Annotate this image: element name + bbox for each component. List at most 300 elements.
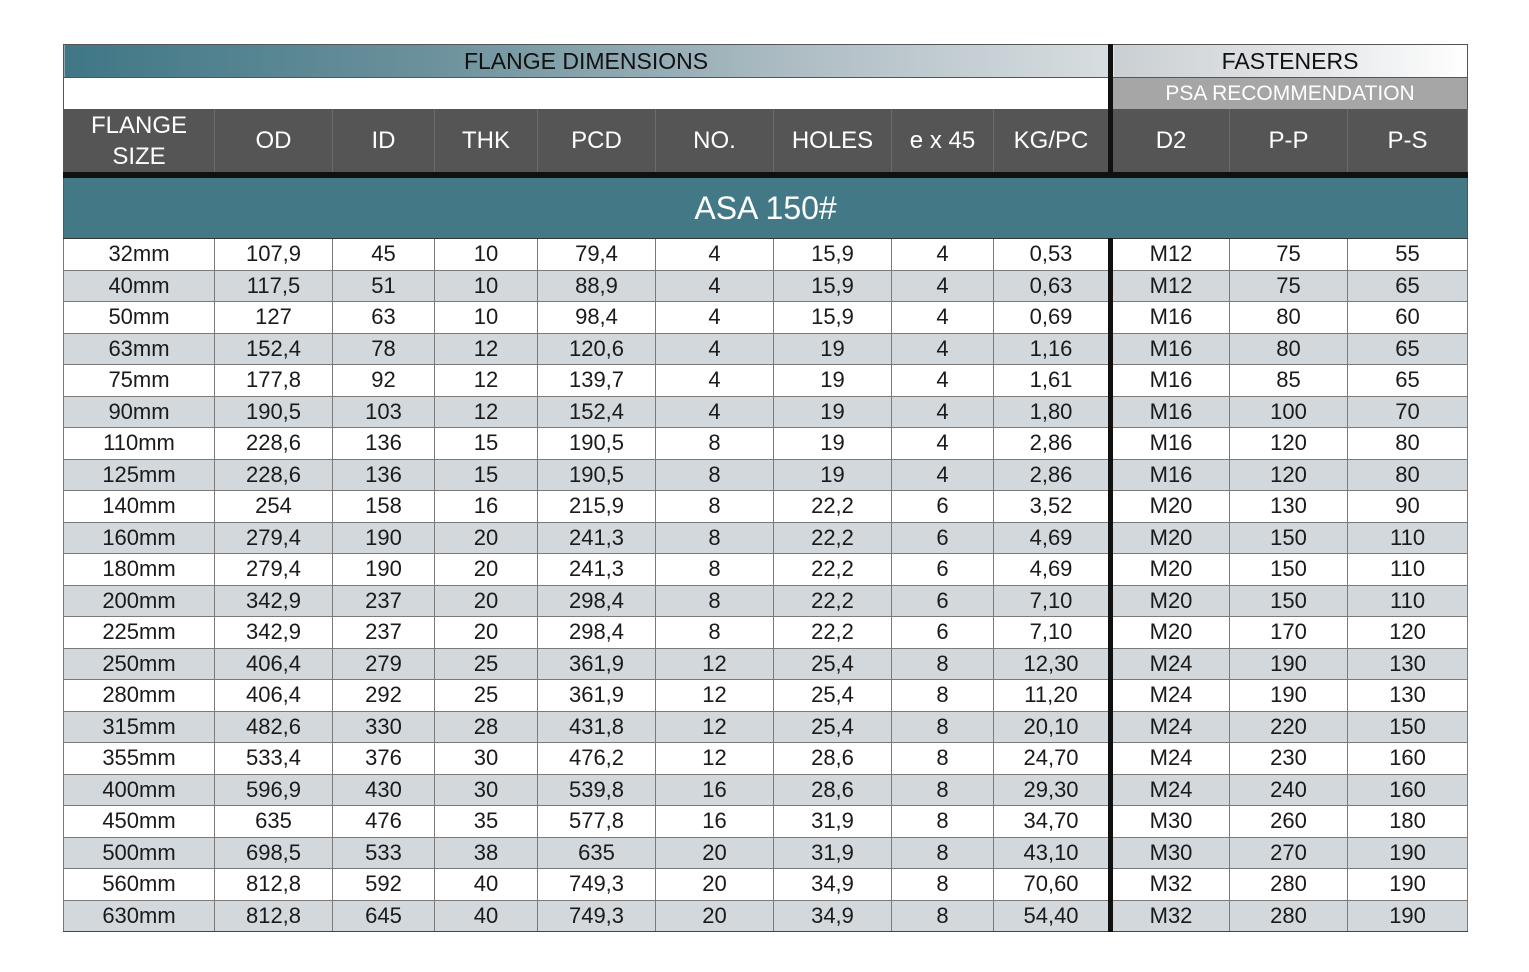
cell-d2: M12 — [1111, 270, 1230, 302]
cell-p-p: 230 — [1230, 743, 1348, 775]
cell-thk: 40 — [435, 869, 538, 901]
cell-holes: 22,2 — [774, 617, 892, 649]
cell-chamfer: 8 — [892, 774, 994, 806]
cell-flange-size: 355mm — [64, 743, 215, 775]
cell-d2: M20 — [1111, 491, 1230, 523]
col-header-d2: D2 — [1111, 109, 1230, 175]
col-header-chamfer: e x 45 — [892, 109, 994, 175]
cell-flange-size: 560mm — [64, 869, 215, 901]
cell-od: 406,4 — [215, 680, 333, 712]
cell-id: 78 — [333, 333, 435, 365]
cell-flange-size: 90mm — [64, 396, 215, 428]
cell-p-s: 70 — [1348, 396, 1468, 428]
cell-id: 476 — [333, 806, 435, 838]
cell-p-s: 65 — [1348, 333, 1468, 365]
table-row — [64, 900, 1468, 932]
cell-od: 342,9 — [215, 617, 333, 649]
cell-od: 279,4 — [215, 522, 333, 554]
cell-kg-per-pc: 34,70 — [994, 806, 1111, 838]
cell-p-p: 130 — [1230, 491, 1348, 523]
cell-no: 4 — [656, 396, 774, 428]
cell-id: 533 — [333, 837, 435, 869]
cell-p-p: 240 — [1230, 774, 1348, 806]
cell-holes: 25,4 — [774, 711, 892, 743]
cell-holes: 28,6 — [774, 774, 892, 806]
cell-d2: M20 — [1111, 554, 1230, 586]
cell-no: 8 — [656, 428, 774, 460]
cell-chamfer: 8 — [892, 806, 994, 838]
cell-no: 4 — [656, 270, 774, 302]
cell-d2: M20 — [1111, 617, 1230, 649]
cell-chamfer: 6 — [892, 522, 994, 554]
cell-p-s: 55 — [1348, 239, 1468, 271]
cell-pcd: 120,6 — [538, 333, 656, 365]
cell-flange-size: 110mm — [64, 428, 215, 460]
cell-od: 406,4 — [215, 648, 333, 680]
cell-flange-size: 125mm — [64, 459, 215, 491]
cell-id: 92 — [333, 365, 435, 397]
cell-d2: M24 — [1111, 680, 1230, 712]
cell-chamfer: 8 — [892, 837, 994, 869]
cell-flange-size: 75mm — [64, 365, 215, 397]
table-row — [64, 239, 1468, 271]
cell-p-p: 120 — [1230, 459, 1348, 491]
cell-no: 12 — [656, 680, 774, 712]
cell-p-p: 150 — [1230, 585, 1348, 617]
cell-od: 342,9 — [215, 585, 333, 617]
cell-kg-per-pc: 3,52 — [994, 491, 1111, 523]
cell-thk: 40 — [435, 900, 538, 932]
cell-holes: 31,9 — [774, 837, 892, 869]
cell-d2: M12 — [1111, 239, 1230, 271]
cell-holes: 34,9 — [774, 869, 892, 901]
cell-id: 237 — [333, 585, 435, 617]
cell-thk: 10 — [435, 239, 538, 271]
cell-thk: 25 — [435, 648, 538, 680]
cell-chamfer: 4 — [892, 459, 994, 491]
cell-p-p: 80 — [1230, 333, 1348, 365]
cell-chamfer: 8 — [892, 648, 994, 680]
cell-p-p: 150 — [1230, 554, 1348, 586]
cell-p-p: 150 — [1230, 522, 1348, 554]
psa-blank-cell — [64, 78, 1111, 110]
cell-thk: 12 — [435, 333, 538, 365]
cell-chamfer: 8 — [892, 900, 994, 932]
cell-holes: 22,2 — [774, 554, 892, 586]
cell-id: 376 — [333, 743, 435, 775]
cell-holes: 28,6 — [774, 743, 892, 775]
cell-chamfer: 4 — [892, 396, 994, 428]
cell-holes: 19 — [774, 396, 892, 428]
cell-pcd: 215,9 — [538, 491, 656, 523]
cell-p-s: 130 — [1348, 680, 1468, 712]
cell-d2: M24 — [1111, 711, 1230, 743]
cell-holes: 15,9 — [774, 270, 892, 302]
cell-holes: 19 — [774, 365, 892, 397]
col-header-p-p: P-P — [1230, 109, 1348, 175]
cell-chamfer: 8 — [892, 711, 994, 743]
cell-flange-size: 400mm — [64, 774, 215, 806]
cell-kg-per-pc: 2,86 — [994, 428, 1111, 460]
cell-flange-size: 500mm — [64, 837, 215, 869]
cell-p-s: 110 — [1348, 522, 1468, 554]
cell-thk: 10 — [435, 302, 538, 334]
cell-p-p: 190 — [1230, 680, 1348, 712]
cell-holes: 25,4 — [774, 648, 892, 680]
cell-holes: 19 — [774, 428, 892, 460]
table-row — [64, 648, 1468, 680]
table-row — [64, 522, 1468, 554]
cell-no: 20 — [656, 900, 774, 932]
col-header-p-s: P-S — [1348, 109, 1468, 175]
table-row — [64, 617, 1468, 649]
cell-pcd: 577,8 — [538, 806, 656, 838]
cell-kg-per-pc: 0,63 — [994, 270, 1111, 302]
table-row — [64, 711, 1468, 743]
table-row — [64, 270, 1468, 302]
cell-od: 812,8 — [215, 900, 333, 932]
cell-pcd: 431,8 — [538, 711, 656, 743]
cell-flange-size: 450mm — [64, 806, 215, 838]
cell-no: 12 — [656, 711, 774, 743]
cell-id: 190 — [333, 554, 435, 586]
cell-od: 127 — [215, 302, 333, 334]
cell-p-s: 150 — [1348, 711, 1468, 743]
cell-holes: 15,9 — [774, 302, 892, 334]
cell-flange-size: 280mm — [64, 680, 215, 712]
cell-od: 107,9 — [215, 239, 333, 271]
cell-p-s: 110 — [1348, 585, 1468, 617]
table-row — [64, 459, 1468, 491]
cell-p-p: 170 — [1230, 617, 1348, 649]
table-row — [64, 743, 1468, 775]
cell-chamfer: 4 — [892, 270, 994, 302]
cell-p-s: 190 — [1348, 869, 1468, 901]
cell-pcd: 152,4 — [538, 396, 656, 428]
cell-p-s: 65 — [1348, 365, 1468, 397]
psa-row — [64, 78, 1468, 110]
table-body — [64, 239, 1468, 932]
cell-thk: 35 — [435, 806, 538, 838]
cell-kg-per-pc: 4,69 — [994, 554, 1111, 586]
cell-kg-per-pc: 7,10 — [994, 585, 1111, 617]
cell-no: 12 — [656, 743, 774, 775]
col-header-od: OD — [215, 109, 333, 175]
cell-no: 8 — [656, 617, 774, 649]
cell-pcd: 749,3 — [538, 900, 656, 932]
cell-thk: 30 — [435, 774, 538, 806]
cell-no: 8 — [656, 459, 774, 491]
cell-no: 20 — [656, 869, 774, 901]
cell-no: 4 — [656, 239, 774, 271]
table-row — [64, 302, 1468, 334]
cell-p-s: 160 — [1348, 774, 1468, 806]
cell-flange-size: 225mm — [64, 617, 215, 649]
cell-od: 152,4 — [215, 333, 333, 365]
cell-p-s: 90 — [1348, 491, 1468, 523]
cell-chamfer: 8 — [892, 680, 994, 712]
cell-pcd: 476,2 — [538, 743, 656, 775]
cell-id: 103 — [333, 396, 435, 428]
cell-chamfer: 4 — [892, 302, 994, 334]
cell-p-p: 75 — [1230, 270, 1348, 302]
cell-od: 279,4 — [215, 554, 333, 586]
cell-holes: 25,4 — [774, 680, 892, 712]
cell-d2: M20 — [1111, 522, 1230, 554]
cell-d2: M24 — [1111, 774, 1230, 806]
cell-p-p: 220 — [1230, 711, 1348, 743]
cell-pcd: 298,4 — [538, 585, 656, 617]
col-header-flange-size — [64, 109, 215, 175]
cell-p-p: 280 — [1230, 900, 1348, 932]
cell-id: 592 — [333, 869, 435, 901]
cell-no: 16 — [656, 774, 774, 806]
cell-flange-size: 630mm — [64, 900, 215, 932]
col-header-thk: THK — [435, 109, 538, 175]
cell-od: 190,5 — [215, 396, 333, 428]
cell-chamfer: 6 — [892, 491, 994, 523]
cell-no: 4 — [656, 333, 774, 365]
cell-d2: M24 — [1111, 743, 1230, 775]
cell-kg-per-pc: 1,61 — [994, 365, 1111, 397]
cell-thk: 20 — [435, 617, 538, 649]
cell-chamfer: 6 — [892, 585, 994, 617]
cell-od: 812,8 — [215, 869, 333, 901]
col-header-kg-per-pc: KG/PC — [994, 109, 1111, 175]
cell-kg-per-pc: 43,10 — [994, 837, 1111, 869]
table-row — [64, 680, 1468, 712]
cell-kg-per-pc: 2,86 — [994, 459, 1111, 491]
cell-holes: 22,2 — [774, 522, 892, 554]
cell-thk: 25 — [435, 680, 538, 712]
cell-p-p: 190 — [1230, 648, 1348, 680]
cell-id: 279 — [333, 648, 435, 680]
cell-no: 20 — [656, 837, 774, 869]
cell-flange-size: 160mm — [64, 522, 215, 554]
table-row — [64, 396, 1468, 428]
cell-kg-per-pc: 1,80 — [994, 396, 1111, 428]
cell-d2: M24 — [1111, 648, 1230, 680]
cell-od: 635 — [215, 806, 333, 838]
cell-p-s: 80 — [1348, 428, 1468, 460]
cell-od: 533,4 — [215, 743, 333, 775]
cell-pcd: 98,4 — [538, 302, 656, 334]
cell-p-p: 100 — [1230, 396, 1348, 428]
cell-flange-size: 315mm — [64, 711, 215, 743]
cell-chamfer: 8 — [892, 869, 994, 901]
cell-holes: 34,9 — [774, 900, 892, 932]
cell-chamfer: 4 — [892, 239, 994, 271]
cell-pcd: 190,5 — [538, 428, 656, 460]
cell-p-s: 60 — [1348, 302, 1468, 334]
cell-holes: 19 — [774, 459, 892, 491]
cell-no: 8 — [656, 585, 774, 617]
cell-id: 292 — [333, 680, 435, 712]
cell-p-s: 190 — [1348, 900, 1468, 932]
table-row — [64, 491, 1468, 523]
flange-dimensions-table — [63, 44, 1468, 932]
cell-d2: M16 — [1111, 302, 1230, 334]
cell-pcd: 139,7 — [538, 365, 656, 397]
psa-recommendation-label: PSA RECOMMENDATION — [1111, 78, 1468, 110]
cell-p-s: 180 — [1348, 806, 1468, 838]
cell-d2: M30 — [1111, 806, 1230, 838]
cell-p-s: 130 — [1348, 648, 1468, 680]
cell-d2: M32 — [1111, 900, 1230, 932]
cell-id: 63 — [333, 302, 435, 334]
cell-thk: 16 — [435, 491, 538, 523]
table-row — [64, 428, 1468, 460]
fasteners-header: FASTENERS — [1111, 45, 1468, 78]
cell-holes: 15,9 — [774, 239, 892, 271]
cell-p-p: 85 — [1230, 365, 1348, 397]
cell-thk: 28 — [435, 711, 538, 743]
cell-id: 136 — [333, 459, 435, 491]
cell-od: 698,5 — [215, 837, 333, 869]
col-header-no: NO. — [656, 109, 774, 175]
cell-d2: M16 — [1111, 365, 1230, 397]
cell-pcd: 749,3 — [538, 869, 656, 901]
cell-no: 8 — [656, 522, 774, 554]
cell-kg-per-pc: 54,40 — [994, 900, 1111, 932]
cell-id: 158 — [333, 491, 435, 523]
cell-flange-size: 32mm — [64, 239, 215, 271]
cell-p-p: 75 — [1230, 239, 1348, 271]
cell-thk: 10 — [435, 270, 538, 302]
cell-flange-size: 140mm — [64, 491, 215, 523]
cell-p-p: 280 — [1230, 869, 1348, 901]
cell-id: 430 — [333, 774, 435, 806]
col-header-pcd: PCD — [538, 109, 656, 175]
cell-d2: M16 — [1111, 396, 1230, 428]
cell-no: 8 — [656, 554, 774, 586]
cell-pcd: 361,9 — [538, 680, 656, 712]
cell-holes: 22,2 — [774, 585, 892, 617]
section-title-row — [64, 175, 1468, 239]
cell-thk: 15 — [435, 428, 538, 460]
cell-d2: M30 — [1111, 837, 1230, 869]
cell-pcd: 635 — [538, 837, 656, 869]
col-header-id: ID — [333, 109, 435, 175]
table-row — [64, 554, 1468, 586]
cell-flange-size: 200mm — [64, 585, 215, 617]
cell-flange-size: 180mm — [64, 554, 215, 586]
cell-p-p: 270 — [1230, 837, 1348, 869]
cell-holes: 31,9 — [774, 806, 892, 838]
cell-flange-size: 63mm — [64, 333, 215, 365]
cell-od: 596,9 — [215, 774, 333, 806]
cell-thk: 20 — [435, 585, 538, 617]
cell-pcd: 298,4 — [538, 617, 656, 649]
cell-od: 228,6 — [215, 428, 333, 460]
cell-thk: 20 — [435, 522, 538, 554]
cell-flange-size: 40mm — [64, 270, 215, 302]
cell-od: 482,6 — [215, 711, 333, 743]
cell-p-p: 260 — [1230, 806, 1348, 838]
cell-p-s: 190 — [1348, 837, 1468, 869]
cell-flange-size: 250mm — [64, 648, 215, 680]
cell-chamfer: 6 — [892, 554, 994, 586]
cell-kg-per-pc: 29,30 — [994, 774, 1111, 806]
cell-thk: 38 — [435, 837, 538, 869]
cell-thk: 30 — [435, 743, 538, 775]
cell-no: 4 — [656, 365, 774, 397]
cell-no: 16 — [656, 806, 774, 838]
cell-chamfer: 4 — [892, 365, 994, 397]
cell-p-p: 120 — [1230, 428, 1348, 460]
cell-pcd: 539,8 — [538, 774, 656, 806]
cell-od: 228,6 — [215, 459, 333, 491]
cell-kg-per-pc: 24,70 — [994, 743, 1111, 775]
cell-no: 12 — [656, 648, 774, 680]
cell-id: 136 — [333, 428, 435, 460]
cell-pcd: 79,4 — [538, 239, 656, 271]
cell-d2: M16 — [1111, 333, 1230, 365]
section-title: ASA 150# — [64, 175, 1468, 239]
cell-chamfer: 4 — [892, 333, 994, 365]
cell-id: 45 — [333, 239, 435, 271]
cell-pcd: 241,3 — [538, 554, 656, 586]
cell-id: 237 — [333, 617, 435, 649]
cell-no: 4 — [656, 302, 774, 334]
cell-id: 190 — [333, 522, 435, 554]
group-header-row — [64, 45, 1468, 78]
cell-kg-per-pc: 11,20 — [994, 680, 1111, 712]
cell-no: 8 — [656, 491, 774, 523]
cell-pcd: 241,3 — [538, 522, 656, 554]
cell-p-s: 110 — [1348, 554, 1468, 586]
col-header-holes: HOLES — [774, 109, 892, 175]
cell-kg-per-pc: 0,53 — [994, 239, 1111, 271]
cell-kg-per-pc: 0,69 — [994, 302, 1111, 334]
cell-thk: 20 — [435, 554, 538, 586]
flange-size-label: FLANGE SIZE — [90, 111, 188, 170]
cell-kg-per-pc: 7,10 — [994, 617, 1111, 649]
cell-d2: M16 — [1111, 459, 1230, 491]
cell-p-s: 160 — [1348, 743, 1468, 775]
cell-pcd: 190,5 — [538, 459, 656, 491]
cell-flange-size: 50mm — [64, 302, 215, 334]
cell-p-p: 80 — [1230, 302, 1348, 334]
cell-d2: M32 — [1111, 869, 1230, 901]
cell-thk: 12 — [435, 365, 538, 397]
cell-chamfer: 4 — [892, 428, 994, 460]
flange-dimensions-header: FLANGE DIMENSIONS — [64, 45, 1111, 78]
cell-holes: 19 — [774, 333, 892, 365]
cell-d2: M20 — [1111, 585, 1230, 617]
cell-kg-per-pc: 12,30 — [994, 648, 1111, 680]
table-row — [64, 774, 1468, 806]
cell-kg-per-pc: 1,16 — [994, 333, 1111, 365]
cell-chamfer: 8 — [892, 743, 994, 775]
cell-od: 177,8 — [215, 365, 333, 397]
cell-chamfer: 6 — [892, 617, 994, 649]
table-row — [64, 333, 1468, 365]
column-header-row — [64, 109, 1468, 175]
table-row — [64, 585, 1468, 617]
cell-pcd: 88,9 — [538, 270, 656, 302]
cell-od: 117,5 — [215, 270, 333, 302]
cell-p-s: 65 — [1348, 270, 1468, 302]
cell-id: 645 — [333, 900, 435, 932]
cell-kg-per-pc: 20,10 — [994, 711, 1111, 743]
cell-thk: 15 — [435, 459, 538, 491]
cell-p-s: 120 — [1348, 617, 1468, 649]
table-row — [64, 837, 1468, 869]
cell-id: 51 — [333, 270, 435, 302]
cell-id: 330 — [333, 711, 435, 743]
cell-d2: M16 — [1111, 428, 1230, 460]
